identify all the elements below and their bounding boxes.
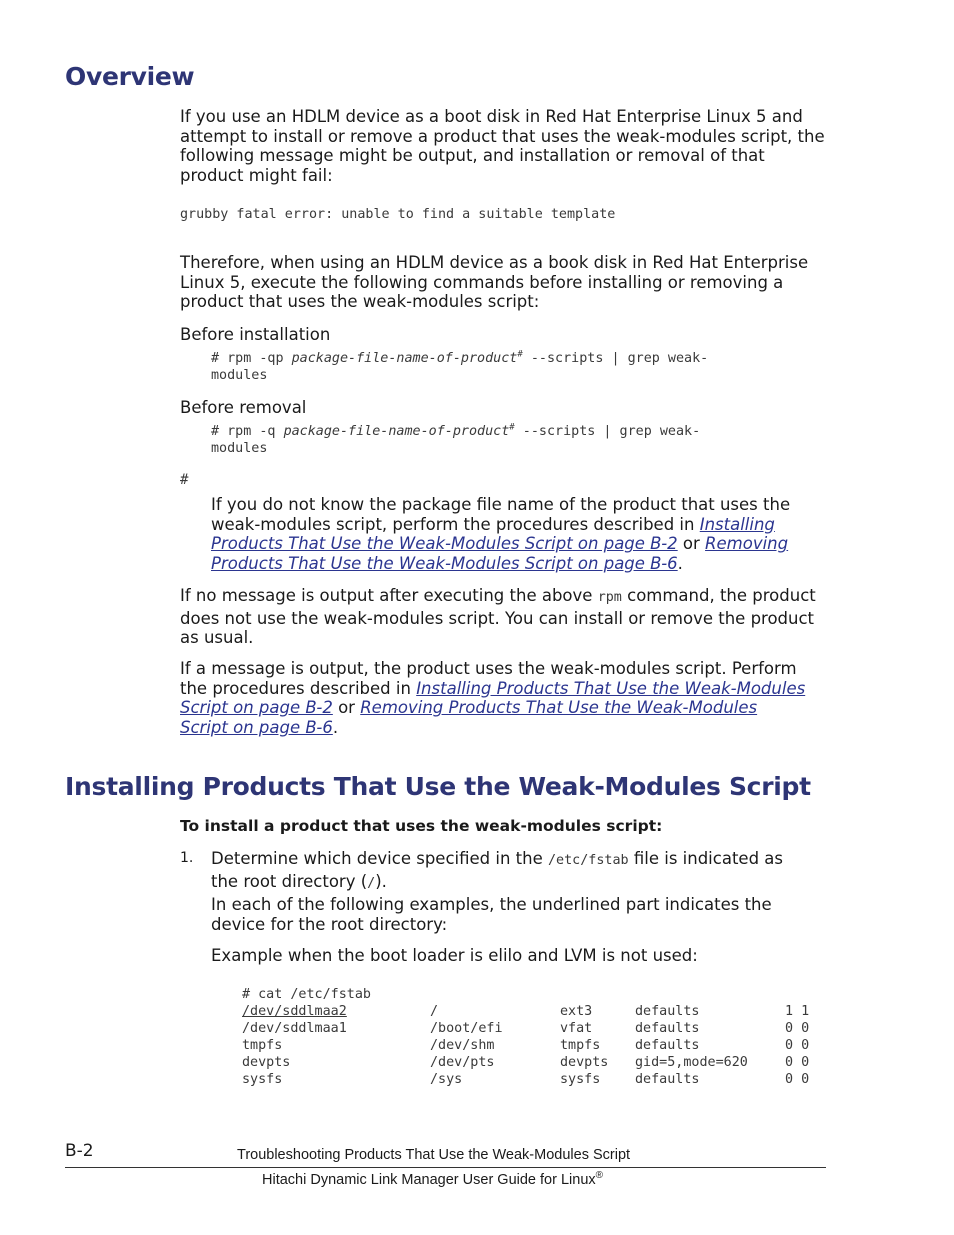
table-cell: 0 0 xyxy=(785,1055,810,1071)
link-removing-products-b6[interactable]: Removing Products That Use the Weak-Modules xyxy=(360,698,758,718)
error-message-code: grubby fatal error: unable to find a suitable template xyxy=(180,207,616,222)
before-installation-label: Before installation xyxy=(180,325,331,344)
book-title-text: Hitachi Dynamic Link Manager User Guide for Linux xyxy=(262,1172,596,1188)
footnote-line xyxy=(211,515,831,535)
root-device-cell: /dev/sddlmaa2 xyxy=(242,1004,347,1020)
therefore-line: Linux 5, execute the following commands before installing or removing a xyxy=(180,272,784,292)
intro-line: attempt to install or remove a product that uses the weak-modules script, the xyxy=(180,126,825,146)
procedure-title: To install a product that uses the weak-modules script: xyxy=(180,817,663,835)
cmd-continuation: modules xyxy=(211,368,268,383)
text: ). xyxy=(375,871,387,891)
cmd-continuation: modules xyxy=(211,441,268,456)
table-cell: sysfs xyxy=(242,1072,283,1088)
footnote-mark-label: # xyxy=(180,472,189,488)
text: Determine which device specified in the xyxy=(211,849,548,868)
table-cell: 0 0 xyxy=(785,1021,810,1037)
before-removal-label: Before removal xyxy=(180,398,307,417)
step-line xyxy=(211,872,831,894)
fstab-path-code: /etc/fstab xyxy=(548,853,629,868)
link-installing-products-b2[interactable]: Installing xyxy=(699,514,775,534)
table-row xyxy=(242,1020,809,1037)
remove-command xyxy=(211,423,700,457)
paragraph-line xyxy=(180,586,840,608)
table-cell: defaults xyxy=(635,1072,700,1088)
overview-heading: Overview xyxy=(65,62,195,91)
cmd-argument: package-file-name-of-product xyxy=(283,424,510,439)
no-message-paragraph xyxy=(180,586,840,648)
table-cell: / xyxy=(430,1004,439,1020)
footnote-mark: # xyxy=(517,349,523,360)
paragraph-line xyxy=(180,698,840,718)
footnote-line xyxy=(211,534,831,554)
footnote-line xyxy=(211,554,831,574)
or-text: or xyxy=(677,534,706,554)
link-installing-products-b2-cont[interactable]: Script on page B-2 xyxy=(180,698,333,718)
cat-command: # cat /etc/fstab xyxy=(242,987,371,1002)
link-installing-products-b2[interactable]: Installing Products That Use the Weak-Modules xyxy=(416,678,806,698)
table-cell: ext3 xyxy=(560,1004,593,1020)
or-text: or xyxy=(332,698,361,718)
table-cell: 1 1 xyxy=(785,1004,810,1020)
table-cell: devpts xyxy=(560,1055,609,1071)
period: . xyxy=(332,717,339,737)
registered-mark: ® xyxy=(595,1170,604,1182)
table-cell: /dev/sddlmaa1 xyxy=(242,1021,347,1037)
root-path-code: / xyxy=(367,875,376,891)
fstab-example xyxy=(242,986,809,1089)
link-removing-products-b6-cont[interactable]: Products That Use the Weak-Modules Script on page B-6 xyxy=(211,553,678,573)
fstab-table xyxy=(242,1003,809,1088)
cmd-suffix: --scripts | grep weak- xyxy=(514,424,701,439)
therefore-paragraph xyxy=(180,253,840,312)
table-cell: /dev/shm xyxy=(430,1038,495,1054)
table-row xyxy=(242,1037,809,1054)
table-cell: defaults xyxy=(635,1004,700,1020)
paragraph-line: If a message is output, the product uses the weak-modules script. Perform xyxy=(180,659,797,678)
footnote-text xyxy=(211,495,831,573)
paragraph-line xyxy=(180,679,840,699)
footnote-mark: # xyxy=(509,422,515,433)
table-cell: /dev/pts xyxy=(430,1055,495,1071)
link-removing-products-b6-cont[interactable]: Script on page B-6 xyxy=(180,717,333,737)
link-removing-products-b6[interactable]: Removing xyxy=(705,534,789,554)
footer-divider xyxy=(65,1167,826,1168)
install-command xyxy=(211,350,708,384)
link-installing-products-b2-cont[interactable]: Products That Use the Weak-Modules Script on page B-2 xyxy=(211,534,678,554)
note-line: In each of the following examples, the underlined part indicates the xyxy=(211,895,772,914)
table-cell: sysfs xyxy=(560,1072,601,1088)
table-cell: vfat xyxy=(560,1021,593,1037)
step-1 xyxy=(211,849,831,893)
footer-book-title xyxy=(262,1172,603,1188)
step-number: 1. xyxy=(180,850,194,866)
paragraph-line: as usual. xyxy=(180,628,254,648)
intro-line: If you use an HDLM device as a boot disk in Red Hat Enterprise Linux 5 and xyxy=(180,107,803,126)
text: the procedures described in xyxy=(180,678,417,698)
step-line xyxy=(211,849,831,871)
table-row xyxy=(242,1071,809,1088)
step-note xyxy=(211,895,831,934)
table-cell: /boot/efi xyxy=(430,1021,503,1037)
overview-intro xyxy=(180,107,840,185)
table-cell: tmpfs xyxy=(242,1038,283,1054)
example-label: Example when the boot loader is elilo and LVM is not used: xyxy=(211,946,698,965)
cmd-prefix: # rpm -q xyxy=(211,424,284,439)
footer-chapter-title: Troubleshooting Products That Use the Weak-Modules Script xyxy=(237,1147,631,1163)
text: file is indicated as xyxy=(628,849,783,868)
text: If no message is output after executing the above xyxy=(180,586,598,605)
intro-line: following message might be output, and installation or removal of that xyxy=(180,146,765,166)
cmd-suffix: --scripts | grep weak- xyxy=(522,351,709,366)
paragraph-line: does not use the weak-modules script. You can install or remove the product xyxy=(180,608,815,628)
rpm-code: rpm xyxy=(597,590,622,605)
table-row xyxy=(242,1054,809,1071)
table-cell: gid=5,mode=620 xyxy=(635,1055,748,1071)
message-output-paragraph xyxy=(180,659,840,737)
text: command, the product xyxy=(621,586,816,605)
table-cell: 0 0 xyxy=(785,1038,810,1054)
table-row xyxy=(242,1003,809,1020)
table-cell: 0 0 xyxy=(785,1072,810,1088)
therefore-line: Therefore, when using an HDLM device as a book disk in Red Hat Enterprise xyxy=(180,253,809,272)
footnote-line-text: weak-modules script, perform the procedures described in xyxy=(211,514,700,534)
intro-line: product might fail: xyxy=(180,165,333,185)
therefore-line: product that uses the weak-modules script: xyxy=(180,292,540,312)
installing-heading: Installing Products That Use the Weak-Modules Script xyxy=(65,772,811,801)
page-number: B-2 xyxy=(65,1141,94,1161)
period: . xyxy=(677,553,683,573)
text: the root directory ( xyxy=(211,871,368,891)
table-cell: defaults xyxy=(635,1038,700,1054)
paragraph-line xyxy=(180,718,840,738)
note-line: device for the root directory: xyxy=(211,914,448,934)
footnote-line: If you do not know the package file name of the product that uses the xyxy=(211,495,791,514)
table-cell: defaults xyxy=(635,1021,700,1037)
table-cell: /sys xyxy=(430,1072,463,1088)
table-cell: devpts xyxy=(242,1055,291,1071)
cmd-argument: package-file-name-of-product xyxy=(291,351,518,366)
cmd-prefix: # rpm -qp xyxy=(211,351,292,366)
table-cell: tmpfs xyxy=(560,1038,601,1054)
